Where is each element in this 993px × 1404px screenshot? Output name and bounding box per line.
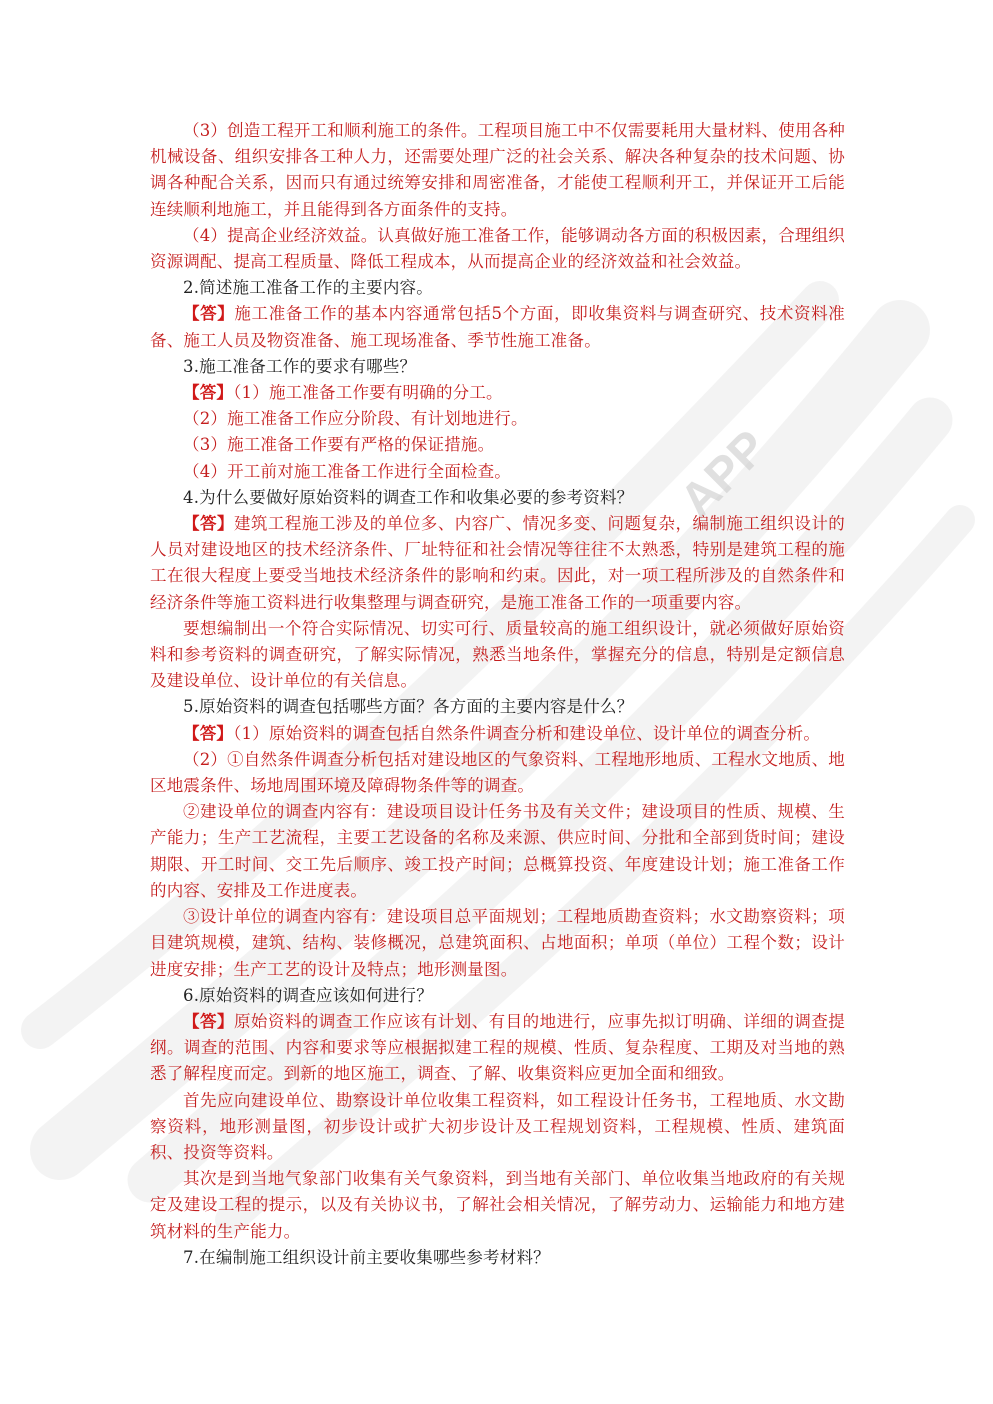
paragraph-text: 2.简述施工准备工作的主要内容。	[183, 278, 433, 298]
paragraph-text: 建筑工程施工涉及的单位多、内容广、情况多变、问题复杂，编制施工组织设计的人员对建设地区的技术经济条件、厂址特征和社会情况等往往不太熟悉，特别是建筑工程的施工在很大程度上要受当地技术经济条件的影响和约束。因此，对一项工程所涉及的自然条件和经济条件等施工资料进行收集整理与调查研究，是施工准备工作的一项重要内容。	[150, 514, 845, 612]
answer-paragraph	[150, 616, 845, 695]
question-paragraph	[150, 275, 845, 301]
question-paragraph	[150, 983, 845, 1009]
answer-tag: 【答】	[183, 723, 234, 743]
answer-paragraph	[150, 1009, 845, 1088]
answer-tag: 【答】	[183, 383, 234, 403]
paragraph-text: 5.原始资料的调查包括哪些方面？各方面的主要内容是什么？	[183, 697, 634, 717]
answer-paragraph	[150, 223, 845, 275]
paragraph-text: （1）原始资料的调查包括自然条件调查分析和建设单位、设计单位的调查分析。	[233, 723, 821, 743]
answer-paragraph	[150, 1088, 845, 1167]
paragraph-text: （2）施工准备工作应分阶段、有计划地进行。	[183, 409, 528, 429]
answer-paragraph	[150, 459, 845, 485]
paragraph-text: ②建设单位的调查内容有：建设项目设计任务书及有关文件；建设项目的性质、规模、生产能力；生产工艺流程，主要工艺设备的名称及来源、供应时间、分批和全部到货时间；建设期限、开工时间、交工先后顺序、竣工投产时间；总概算投资、年度建设计划；施工准备工作的内容、安排及工作进度表。	[150, 802, 845, 900]
question-paragraph	[150, 485, 845, 511]
paragraph-text: 7.在编制施工组织设计前主要收集哪些参考材料？	[183, 1247, 550, 1267]
paragraph-text: 施工准备工作的基本内容通常包括5个方面，即收集资料与调查研究、技术资料准备、施工人员及物资准备、施工现场准备、季节性施工准备。	[150, 304, 845, 350]
question-paragraph	[150, 354, 845, 380]
paragraph-text: 3.施工准备工作的要求有哪些？	[183, 356, 417, 376]
answer-paragraph	[150, 380, 845, 406]
paragraph-text: （1）施工准备工作要有明确的分工。	[233, 383, 503, 403]
paragraph-text: 首先应向建设单位、勘察设计单位收集工程资料，如工程设计任务书，工程地质、水文勘察资料，地形测量图，初步设计或扩大初步设计及工程规划资料，工程规模、性质、建筑面积、投资等资料。	[150, 1090, 845, 1162]
paragraph-text: 6.原始资料的调查应该如何进行？	[183, 985, 433, 1005]
answer-paragraph	[150, 721, 845, 747]
answer-paragraph	[150, 301, 845, 353]
paragraph-text: （4）开工前对施工准备工作进行全面检查。	[183, 461, 511, 481]
answer-paragraph	[150, 511, 845, 616]
paragraph-text: ③设计单位的调查内容有：建设项目总平面规划；工程地质勘查资料；水文勘察资料；项目建筑规模，建筑、结构、装修概况，总建筑面积、占地面积；单项（单位）工程个数；设计进度安排；生产工艺的设计及特点；地形测量图。	[150, 907, 845, 979]
answer-paragraph	[150, 432, 845, 458]
paragraph-text: 4.为什么要做好原始资料的调查工作和收集必要的参考资料？	[183, 487, 634, 507]
document-body	[150, 118, 845, 1271]
answer-tag: 【答】	[183, 304, 235, 324]
answer-tag: 【答】	[183, 514, 234, 534]
answer-paragraph	[150, 1166, 845, 1245]
answer-paragraph	[150, 406, 845, 432]
answer-paragraph	[150, 747, 845, 799]
answer-paragraph	[150, 904, 845, 983]
answer-paragraph	[150, 118, 845, 223]
paragraph-text: （2）①自然条件调查分析包括对建设地区的气象资料、工程地形地质、工程水文地质、地区地震条件、场地周围环境及障碍物条件等的调查。	[150, 749, 845, 796]
paragraph-text: （3）施工准备工作要有严格的保证措施。	[183, 435, 495, 455]
question-paragraph	[150, 694, 845, 720]
paragraph-text: 要想编制出一个符合实际情况、切实可行、质量较高的施工组织设计，就必须做好原始资料和参考资料的调查研究，了解实际情况，熟悉当地条件，掌握充分的信息，特别是定额信息及建设单位、设计单位的有关信息。	[150, 618, 845, 691]
answer-paragraph	[150, 799, 845, 904]
answer-tag: 【答】	[183, 1011, 234, 1031]
question-paragraph	[150, 1245, 845, 1271]
paragraph-text: （3）创造工程开工和顺利施工的条件。工程项目施工中不仅需要耗用大量材料、使用各种机械设备、组织安排各工种人力，还需要处理广泛的社会关系、解决各种复杂的技术问题、协调各种配合关系，因而只有通过统筹安排和周密准备，才能使工程顺利开工，并保证开工后能连续顺利地施工，并且能得到各方面条件的支持。	[150, 121, 845, 219]
paragraph-text: 原始资料的调查工作应该有计划、有目的地进行，应事先拟订明确、详细的调查提纲。调查的范围、内容和要求等应根据拟建工程的规模、性质、复杂程度、工期及对当地的熟悉了解程度而定。到新的地区施工，调查、了解、收集资料应更加全面和细致。	[150, 1011, 845, 1084]
paragraph-text: （4）提高企业经济效益。认真做好施工准备工作，能够调动各方面的积极因素，合理组织资源调配、提高工程质量、降低工程成本，从而提高企业的经济效益和社会效益。	[150, 225, 845, 272]
watermark-text: APP	[670, 420, 778, 528]
paragraph-text: 其次是到当地气象部门收集有关气象资料，到当地有关部门、单位收集当地政府的有关规定及建设工程的提示，以及有关协议书，了解社会相关情况，了解劳动力、运输能力和地方建筑材料的生产能力。	[150, 1169, 845, 1241]
